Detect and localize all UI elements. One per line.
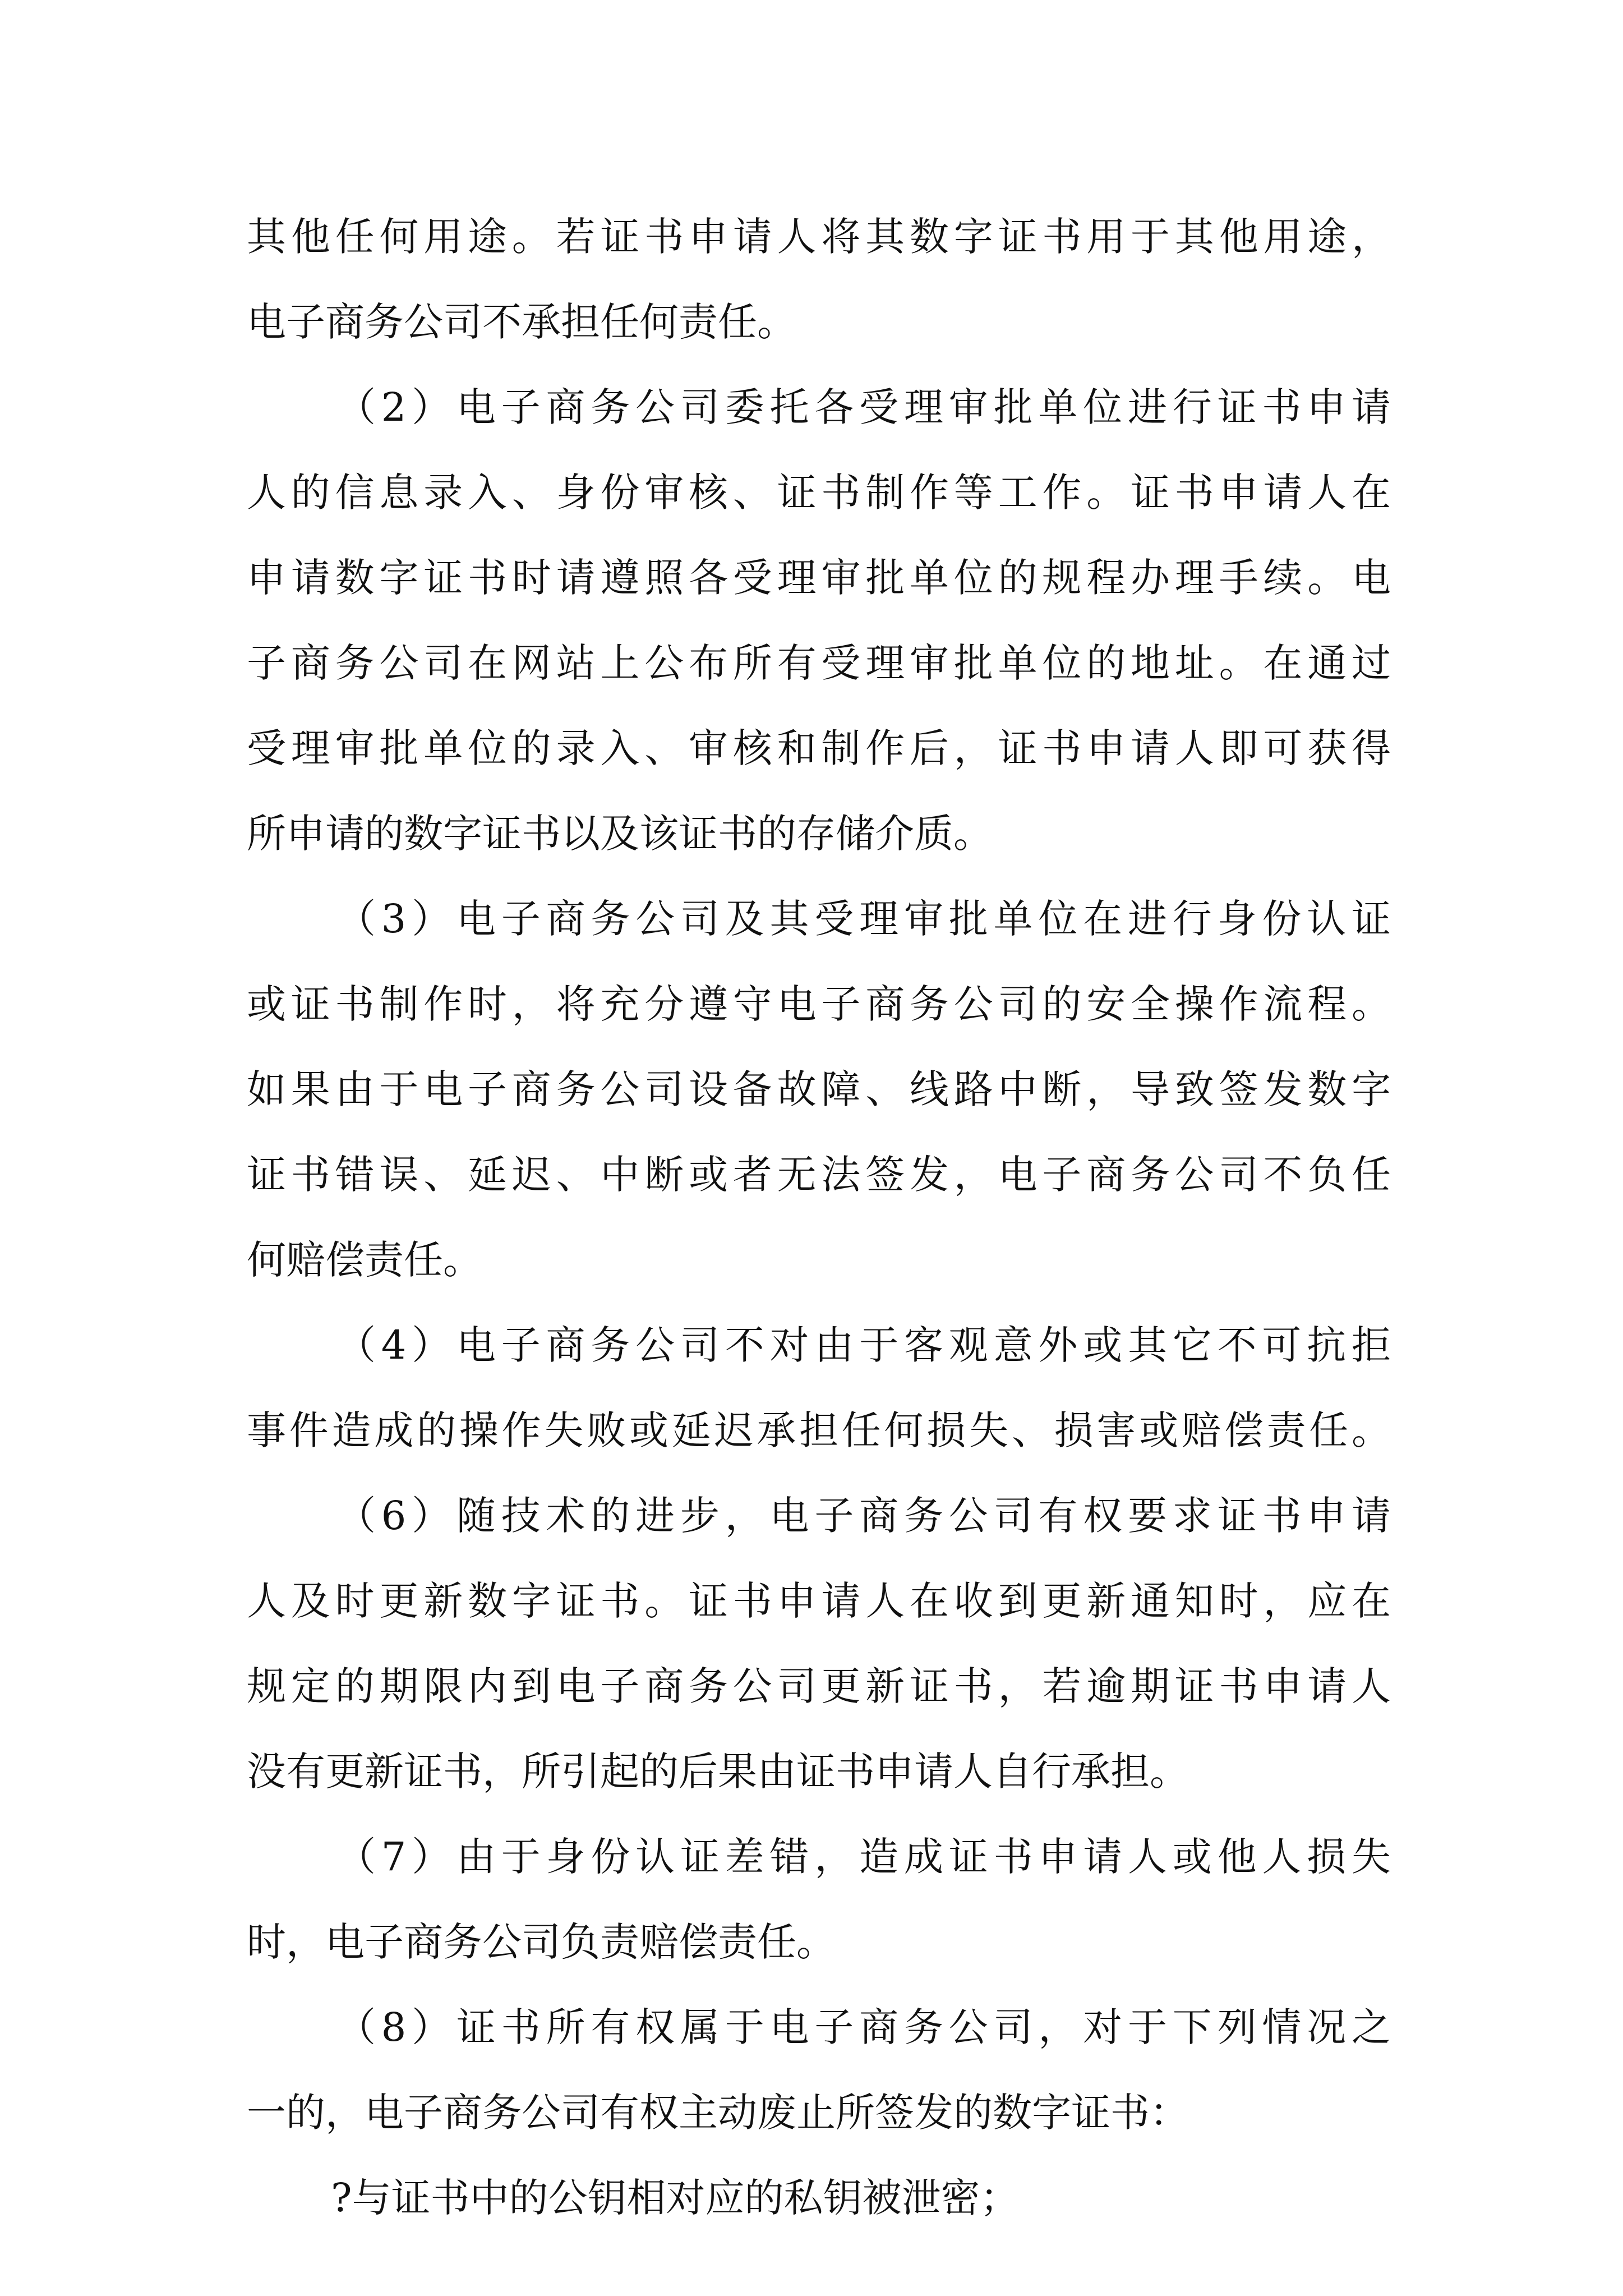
paragraph-start-3: （3）电子商务公司及其受理审批单位在进行身份认证 <box>336 896 1391 942</box>
bullet-item: ?与证书中的公钥相对应的私钥被泄密； <box>331 2175 1020 2221</box>
text-line: 何赔偿责任。 <box>247 1237 482 1283</box>
text-line: 其他任何用途。若证书申请人将其数字证书用于其他用途， <box>247 214 1391 260</box>
text-line: 子商务公司在网站上公布所有受理审批单位的地址。在通过 <box>247 640 1391 686</box>
text-line: 事件造成的操作失败或延迟承担任何损失、损害或赔偿责任。 <box>247 1407 1391 1453</box>
paragraph-start-2: （2）电子商务公司委托各受理审批单位进行证书申请 <box>336 384 1391 430</box>
text-line: 申请数字证书时请遵照各受理审批单位的规程办理手续。电 <box>247 555 1391 601</box>
paragraph-start-8: （8）证书所有权属于电子商务公司，对于下列情况之 <box>336 2004 1391 2050</box>
paragraph-start-6: （6）随技术的进步，电子商务公司有权要求证书申请 <box>336 1493 1391 1539</box>
text-line: 电子商务公司不承担任何责任。 <box>247 299 796 345</box>
paragraph-start-4: （4）电子商务公司不对由于客观意外或其它不可抗拒 <box>336 1322 1391 1368</box>
text-line: 规定的期限内到电子商务公司更新证书，若逾期证书申请人 <box>247 1663 1391 1709</box>
text-line: 人的信息录入、身份审核、证书制作等工作。证书申请人在 <box>247 470 1391 516</box>
text-line: 时，电子商务公司负责赔偿责任。 <box>247 1919 836 1965</box>
paragraph-start-7: （7）由于身份认证差错，造成证书申请人或他人损失 <box>336 1834 1391 1880</box>
text-line: 没有更新证书，所引起的后果由证书申请人自行承担。 <box>247 1749 1189 1795</box>
text-line: 一的，电子商务公司有权主动废止所签发的数字证书： <box>247 2090 1189 2136</box>
text-line: 人及时更新数字证书。证书申请人在收到更新通知时，应在 <box>247 1578 1391 1624</box>
text-line: 证书错误、延迟、中断或者无法签发，电子商务公司不负任 <box>247 1152 1391 1198</box>
text-line: 所申请的数字证书以及该证书的存储介质。 <box>247 811 993 857</box>
text-line: 受理审批单位的录入、审核和制作后，证书申请人即可获得 <box>247 725 1391 771</box>
text-line: 或证书制作时，将充分遵守电子商务公司的安全操作流程。 <box>247 981 1391 1027</box>
document-body <box>247 194 1391 2240</box>
text-line: 如果由于电子商务公司设备故障、线路中断，导致签发数字 <box>247 1066 1391 1112</box>
